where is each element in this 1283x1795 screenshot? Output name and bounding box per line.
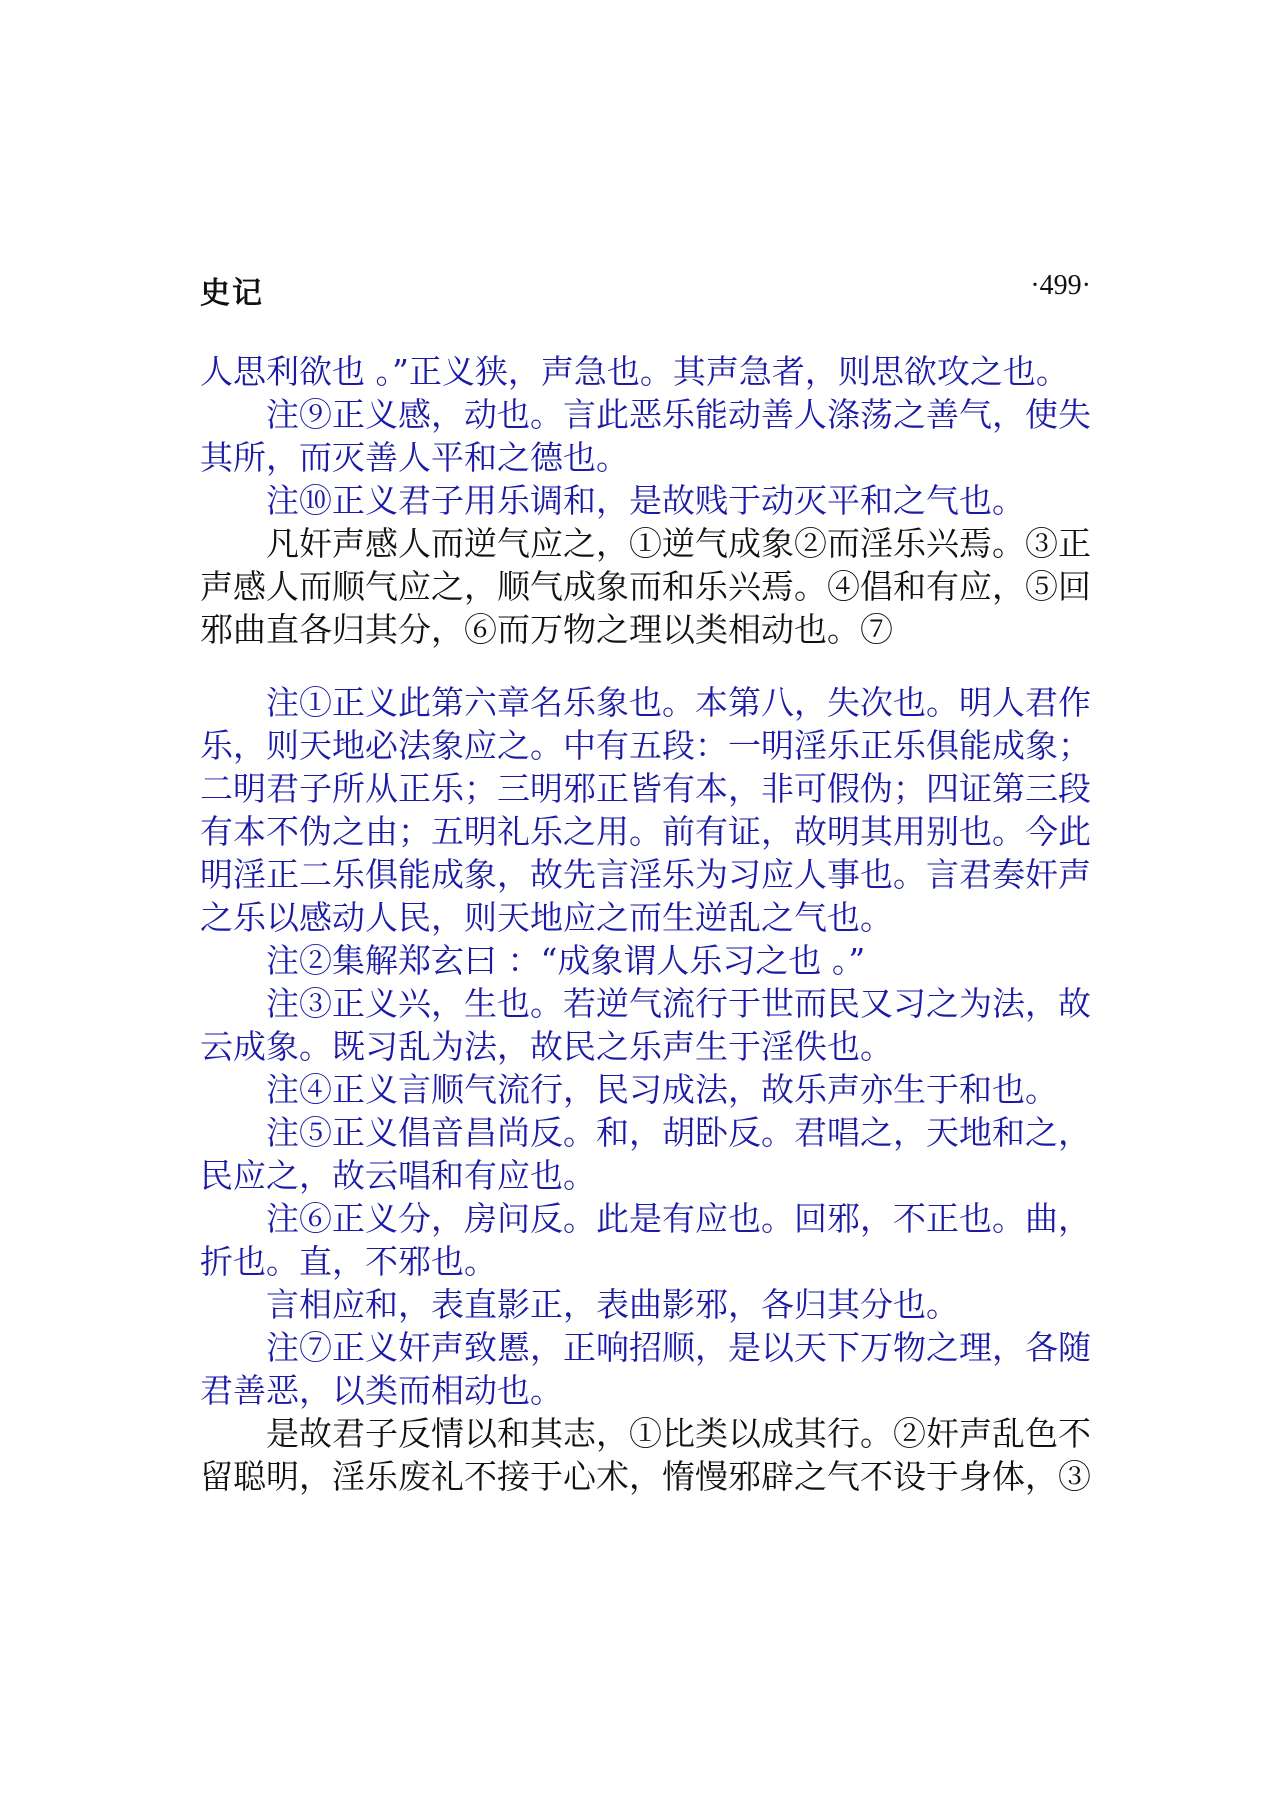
annotation-paragraph: 注⑦正义奸声致慝，正响招顺，是以天下万物之理，各随君善恶，以类而相动也。	[200, 1328, 1091, 1410]
annotation-paragraph: 注⑩正义君子用乐调和，是故贱于动灭平和之气也。	[266, 481, 1025, 520]
annotation-paragraph: 言相应和，表直影正，表曲影邪，各归其分也。	[266, 1285, 959, 1324]
annotation-paragraph: 注③正义兴，生也。若逆气流行于世而民又习之为法，故云成象。既习乱为法，故民之乐声生于淫佚也。	[200, 984, 1091, 1066]
annotation-paragraph: 注④正义言顺气流行，民习成法，故乐声亦生于和也。	[266, 1070, 1058, 1109]
body-text	[200, 350, 1091, 1498]
page-number: ·499·	[1030, 270, 1091, 301]
main-text-paragraph: 凡奸声感人而逆气应之，①逆气成象②而淫乐兴焉。③正声感人而顺气应之，顺气成象而和乐兴焉。④倡和有应，⑤回邪曲直各归其分，⑥而万物之理以类相动也。⑦	[200, 524, 1091, 649]
annotation-paragraph: 注②集解郑玄曰 ：“成象谓人乐习之也 。”	[266, 941, 866, 980]
annotation-paragraph: 注⑤正义倡音昌尚反。和，胡卧反。君唱之，天地和之，民应之，故云唱和有应也。	[200, 1113, 1091, 1195]
main-text-paragraph: 是故君子反情以和其志，①比类以成其行。②奸声乱色不留聪明，淫乐废礼不接于心术，惰慢邪辟之气不设于身体，③	[200, 1414, 1091, 1496]
annotation-paragraph: 注①正义此第六章名乐象也。本第八，失次也。明人君作乐，则天地必法象应之。中有五段：一明淫乐正乐俱能成象；二明君子所从正乐；三明邪正皆有本，非可假伪；四证第三段有本不伪之由；五明礼乐之用。前有证，故明其用别也。今此明淫正二乐俱能成象，故先言淫乐为习应人事也。言君奏奸声之乐以感动人民，则天地应之而生逆乱之气也。	[200, 683, 1091, 937]
annotation-paragraph: 注⑥正义分，房问反。此是有应也。回邪，不正也。曲，折也。直，不邪也。	[200, 1199, 1091, 1281]
paragraph: 人思利欲也 。”正义狭，声急也。其声急者，则思欲攻之也。	[200, 352, 1069, 391]
annotation-paragraph: 注⑨正义感，动也。言此恶乐能动善人涤荡之善气，使失其所，而灭善人平和之德也。	[200, 395, 1091, 477]
book-title: 史记	[200, 276, 264, 311]
page-header	[200, 268, 1091, 312]
